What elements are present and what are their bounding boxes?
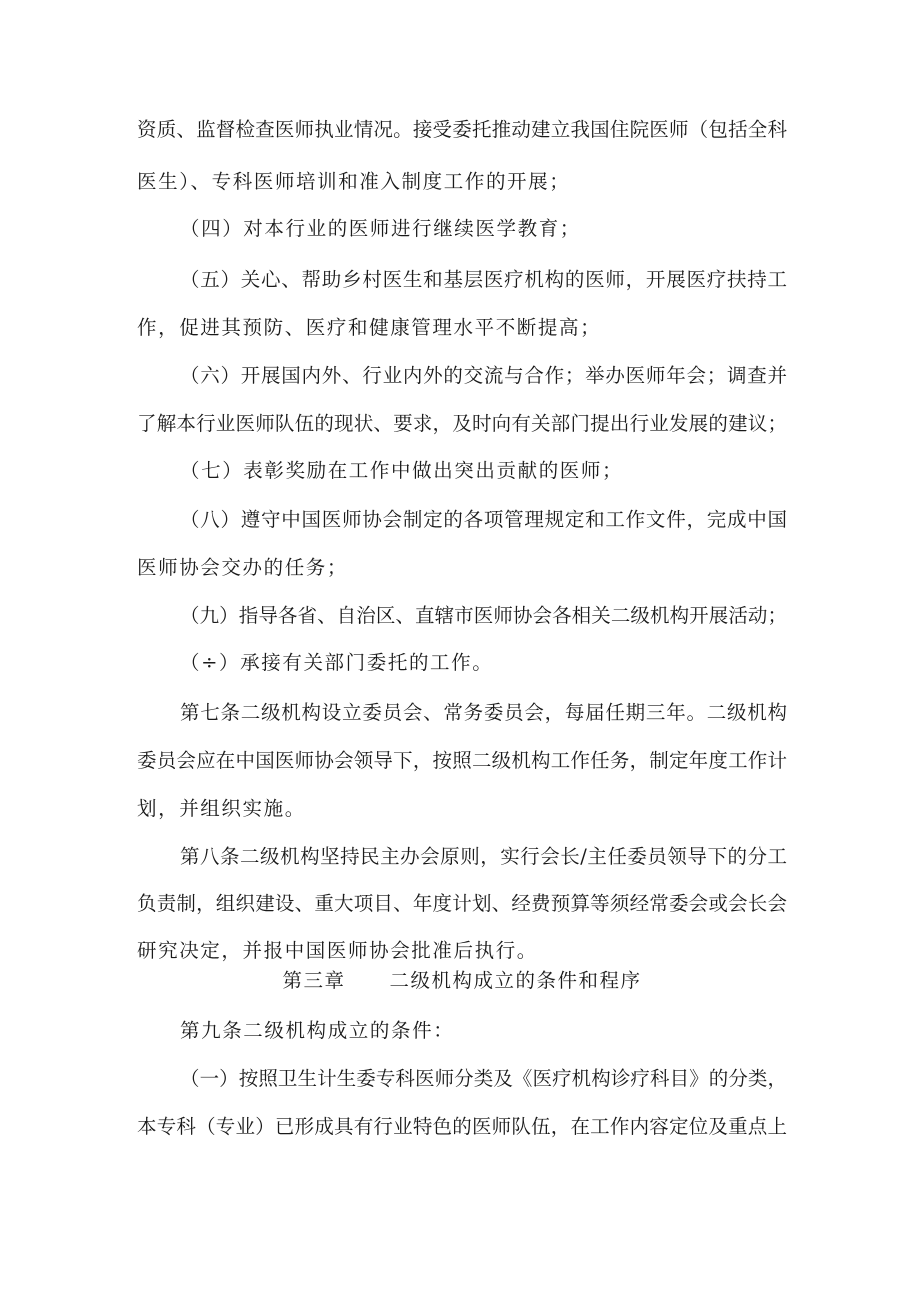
list-item-4: （四）对本行业的医师进行继续医学教育； bbox=[180, 217, 581, 240]
list-item-7: （七）表彰奖励在工作中做出突出贡献的医师； bbox=[180, 459, 624, 482]
list-item-1: （一）按照卫生计生委专科医师分类及《医疗机构诊疗科目》的分类， bbox=[180, 1067, 787, 1090]
paragraph-line: 作，促进其预防、医疗和健康管理水平不断提高； bbox=[137, 316, 602, 339]
article-9-line: 第九条二级机构成立的条件： bbox=[180, 1019, 455, 1042]
paragraph-line: 负责制，组织建设、重大项目、年度计划、经费预算等须经常委会或会长会 bbox=[137, 892, 787, 915]
article-8-line: 第八条二级机构坚持民主办会原则，实行会长/主任委员领导下的分工 bbox=[180, 845, 787, 868]
list-item-8: （八）遵守中国医师协会制定的各项管理规定和工作文件，完成中国 bbox=[180, 508, 787, 531]
paragraph-line: 本专科（专业）已形成具有行业特色的医师队伍，在工作内容定位及重点上 bbox=[137, 1115, 787, 1138]
paragraph-line: 划，并组织实施。 bbox=[137, 797, 306, 820]
paragraph-line: 委员会应在中国医师协会领导下，按照二级机构工作任务，制定年度工作计 bbox=[137, 749, 787, 772]
paragraph-line: 了解本行业医师队伍的现状、要求，及时向有关部门提出行业发展的建议； bbox=[137, 412, 787, 435]
paragraph-line: 医师协会交办的任务； bbox=[137, 556, 349, 579]
chapter-number: 第三章 bbox=[282, 969, 346, 992]
chapter-heading bbox=[137, 968, 787, 994]
article-7-line: 第七条二级机构设立委员会、常务委员会，每届任期三年。二级机构 bbox=[180, 701, 787, 724]
list-item-10: （÷）承接有关部门委托的工作。 bbox=[180, 651, 494, 674]
list-item-5: （五）关心、帮助乡村医生和基层医疗机构的医师，开展医疗扶持工 bbox=[180, 268, 787, 291]
paragraph-line: 研究决定，并报中国医师协会批准后执行。 bbox=[137, 939, 538, 962]
chapter-title: 二级机构成立的条件和程序 bbox=[389, 969, 642, 992]
paragraph-line: 医生）、专科医师培训和准入制度工作的开展； bbox=[137, 170, 571, 193]
list-item-9: （九）指导各省、自治区、直辖市医师协会各相关二级机构开展活动； bbox=[180, 604, 787, 627]
list-item-6: （六）开展国内外、行业内外的交流与合作；举办医师年会；调查并 bbox=[180, 364, 787, 387]
paragraph-line: 资质、监督检查医师执业情况。接受委托推动建立我国住院医师（包括全科 bbox=[137, 118, 787, 141]
